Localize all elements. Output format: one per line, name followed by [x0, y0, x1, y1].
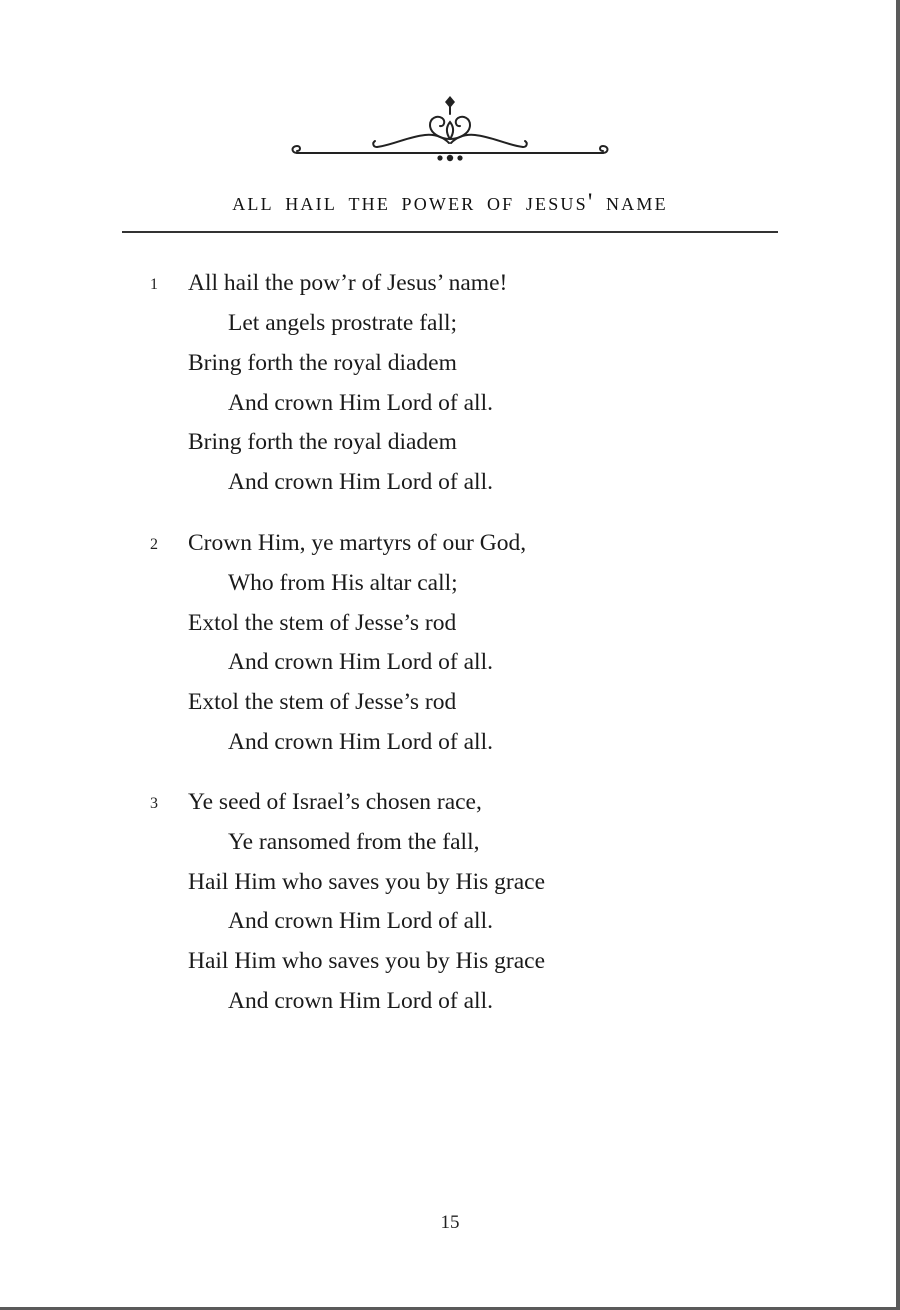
verse-number: 1: [150, 276, 158, 293]
page-edge-right: [896, 0, 900, 1310]
verse-line: And crown Him Lord of all.: [228, 729, 493, 755]
verse-line: Who from His altar call;: [228, 570, 458, 596]
hymn-title: all hail the power of jesus' name: [232, 189, 668, 216]
verse-line: Let angels prostrate fall;: [228, 310, 458, 336]
verse-line: Crown Him, ye martyrs of our God,: [188, 530, 527, 556]
verse-line: Hail Him who saves you by His grace: [188, 869, 545, 895]
verse-line: Bring forth the royal diadem: [188, 350, 457, 376]
verse-line: All hail the pow’r of Jesus’ name!: [188, 270, 508, 296]
verse-line: Ye ransomed from the fall,: [228, 829, 480, 855]
verse-line: And crown Him Lord of all.: [228, 988, 493, 1014]
page-number: 15: [440, 1212, 460, 1233]
verse-line: Ye seed of Israel’s chosen race,: [188, 789, 482, 815]
verse-line: Extol the stem of Jesse’s rod: [188, 689, 457, 715]
verse-line: And crown Him Lord of all.: [228, 390, 493, 416]
verse-line: And crown Him Lord of all.: [228, 469, 493, 495]
verse-line: Hail Him who saves you by His grace: [188, 948, 545, 974]
title-divider: [122, 231, 778, 233]
verse-number: 2: [150, 536, 158, 553]
flourish-ornament-icon: [285, 92, 615, 167]
verse-line: Bring forth the royal diadem: [188, 429, 457, 455]
verse-number: 3: [150, 795, 158, 812]
verse-line: Extol the stem of Jesse’s rod: [188, 610, 457, 636]
verse-line: And crown Him Lord of all.: [228, 908, 493, 934]
verse-line: And crown Him Lord of all.: [228, 649, 493, 675]
